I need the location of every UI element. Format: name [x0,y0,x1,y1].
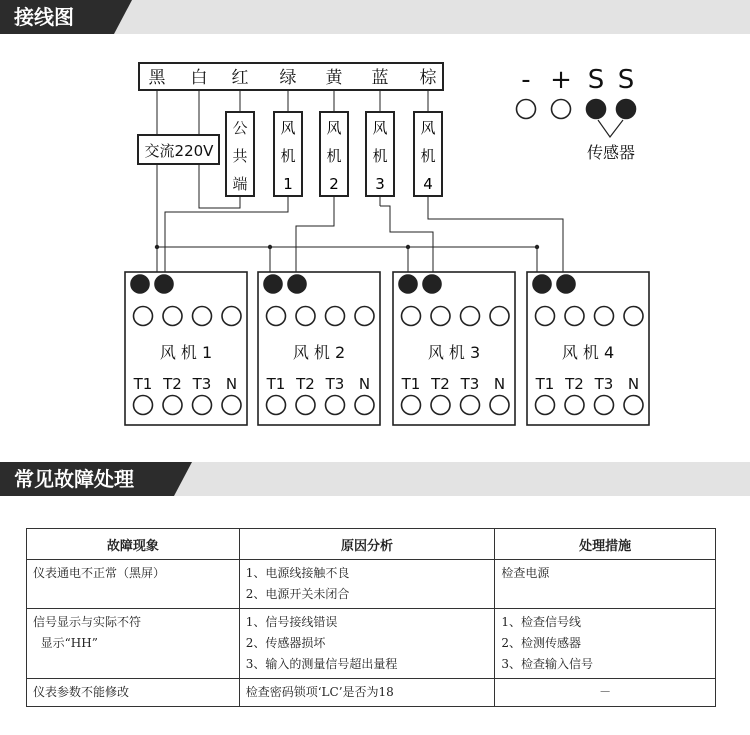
fan-4-motor-terminal [624,396,643,415]
fan-2-terminal [326,307,345,326]
fan-output-4-mid: 机 [420,147,436,165]
fan-4-power-terminal [557,275,575,293]
sensor-s2-terminal [617,100,636,119]
row-3-symptom [27,679,240,707]
wiring-section-title: 接线图 [0,0,114,34]
sensor-plus-symbol: + [550,65,572,95]
sensor-s2-symbol: S [617,65,635,95]
row-2-cause-line-3: 3、输入的测量信号超出量程 [245,657,398,671]
row-2-cause-line-2: 2、传感器损坏 [245,636,326,650]
table-row [27,560,716,609]
fan-1-terminal [163,307,182,326]
fan-1-terminal [193,307,212,326]
faults-section-title: 常见故障处理 [0,462,174,496]
fan-output-3 [366,112,394,196]
fan-2-motor-terminal [296,396,315,415]
fan-1-power-terminal [155,275,173,293]
fan-output-2-mid: 机 [326,147,342,165]
fan-output-1-num: 1 [283,175,293,193]
row-3-action [495,679,716,707]
row-2-symptom [27,609,240,679]
row-2-action [495,609,716,679]
wire-color-yellow: 黄 [325,68,343,88]
fan-output-3-top: 风 [372,119,388,137]
fan-2-terminal-label: N [358,375,371,393]
fan-output-3-mid: 机 [372,147,388,165]
row-3-cause-line-1: 检查密码锁项‘LC’是否为18 [245,685,394,699]
wire-color-green: 绿 [279,68,297,88]
fan-3-motor-terminal [461,396,480,415]
fan-2-power-terminal [264,275,282,293]
fan-2-terminal-label: T2 [296,375,315,393]
fan-1-motor-terminal [163,396,182,415]
fan-output-4-top: 风 [420,119,436,137]
fan-unit-3 [393,272,515,425]
fan-output-1-mid: 机 [280,147,296,165]
fault-table-header-row [27,529,716,560]
fan-1-terminal [222,307,241,326]
row-3-symptom-line-1: 仪表参数不能修改 [33,685,130,699]
row-1-symptom-line-1: 仪表通电不正常（黑屏） [33,566,166,580]
faults-section-bar [0,462,750,496]
fan-4-terminal [565,307,584,326]
wire-color-brown: 棕 [419,68,437,88]
fan-2-terminal [267,307,286,326]
fan-2-name: 风 机 2 [292,343,346,362]
fan-3-terminal [490,307,509,326]
sensor-minus-symbol: - [521,65,531,95]
row-1-symptom [27,560,240,609]
row-2-cause [239,609,495,679]
fan-4-terminal-label: N [627,375,640,393]
row-1-cause-line-2: 2、电源开关未闭合 [245,587,350,601]
wire-color-white: 白 [190,68,208,88]
sensor-plus-terminal [552,100,571,119]
fan-3-terminal [431,307,450,326]
fan-output-1-top: 风 [280,119,296,137]
fan-1-terminal-label: T3 [192,375,212,393]
fan-4-terminal-label: T1 [535,375,555,393]
ac-power-label: 交流220V [144,142,214,160]
row-2-cause-line-1: 1、信号接线错误 [245,615,338,629]
fan-2-motor-terminal [267,396,286,415]
common-terminal-char-2: 共 [232,147,248,165]
wire-color-blue: 蓝 [371,68,389,88]
row-3-cause [239,679,495,707]
fan-4-terminal [624,307,643,326]
wiring-diagram [0,34,750,474]
fan-1-terminal [134,307,153,326]
fan-3-terminal-label: N [493,375,506,393]
fan-1-terminal-label: T1 [133,375,153,393]
sensor-lead-lines [598,120,623,137]
fan-output-4-num: 4 [423,175,433,193]
fan-2-terminal-label: T3 [325,375,345,393]
fan-3-name: 风 机 3 [427,343,481,362]
row-2-action-line-1: 1、检查信号线 [501,615,581,629]
fan-1-power-terminal [131,275,149,293]
fan-3-terminal-label: T3 [460,375,480,393]
fan-1-terminal-label: T2 [163,375,182,393]
wire-color-black: 黑 [148,68,166,88]
fan-4-motor-terminal [565,396,584,415]
row-2-action-line-3: 3、检查输入信号 [501,657,593,671]
fan-1-motor-terminal [193,396,212,415]
fan-3-terminal-label: T1 [401,375,421,393]
fan-unit-4 [527,272,649,425]
fan-4-terminal-label: T3 [594,375,614,393]
common-terminal-char-1: 公 [232,119,248,137]
row-2-symptom-line-2: 显示“HH” [33,636,98,650]
row-1-cause-line-1: 1、电源线接触不良 [245,566,350,580]
fan-unit-1 [125,272,247,425]
fan-3-motor-terminal [431,396,450,415]
fan-4-terminal [536,307,555,326]
sensor-minus-terminal [517,100,536,119]
row-1-action-line-1: 检查电源 [501,566,550,580]
fan-output-1 [274,112,302,196]
fan-unit-2 [258,272,380,425]
row-2-symptom-line-1: 信号显示与实际不符 [33,615,142,629]
fan-3-power-terminal [399,275,417,293]
row-2-action-line-2: 2、检测传感器 [501,636,581,650]
fan-4-power-terminal [533,275,551,293]
sensor-label: 传感器 [586,143,636,162]
sensor-s1-symbol: S [587,65,605,95]
wiring-section-bar [0,0,750,34]
fan-1-name: 风 机 1 [159,343,213,362]
row-1-cause [239,560,495,609]
fan-2-terminal-label: T1 [266,375,286,393]
fan-3-terminal-label: T2 [431,375,450,393]
fan-2-motor-terminal [326,396,345,415]
row-3-action-line-1: － [599,685,612,699]
fan-output-3-num: 3 [375,175,385,193]
fan-2-power-terminal [288,275,306,293]
fan-output-2 [320,112,348,196]
fan-1-motor-terminal [134,396,153,415]
fan-2-terminal [296,307,315,326]
common-terminal-char-3: 端 [232,175,248,193]
header-action: 处理措施 [495,529,716,560]
fan-1-terminal-label: N [225,375,238,393]
fan-output-2-num: 2 [329,175,339,193]
fan-4-terminal-label: T2 [565,375,584,393]
row-1-action [495,560,716,609]
fan-output-2-top: 风 [326,119,342,137]
table-row [27,609,716,679]
fan-3-terminal [402,307,421,326]
fan-4-motor-terminal [595,396,614,415]
wire-color-red: 红 [231,68,249,88]
fan-3-power-terminal [423,275,441,293]
header-cause: 原因分析 [239,529,495,560]
fan-2-terminal [355,307,374,326]
fault-table [26,528,716,707]
fan-3-motor-terminal [402,396,421,415]
fan-1-motor-terminal [222,396,241,415]
fan-3-terminal [461,307,480,326]
sensor-s1-terminal [587,100,606,119]
fan-4-name: 风 机 4 [561,343,615,362]
fan-4-motor-terminal [536,396,555,415]
fan-output-4 [414,112,442,196]
table-row [27,679,716,707]
fan-3-motor-terminal [490,396,509,415]
fan-2-motor-terminal [355,396,374,415]
fan-4-terminal [595,307,614,326]
header-symptom: 故障现象 [27,529,240,560]
